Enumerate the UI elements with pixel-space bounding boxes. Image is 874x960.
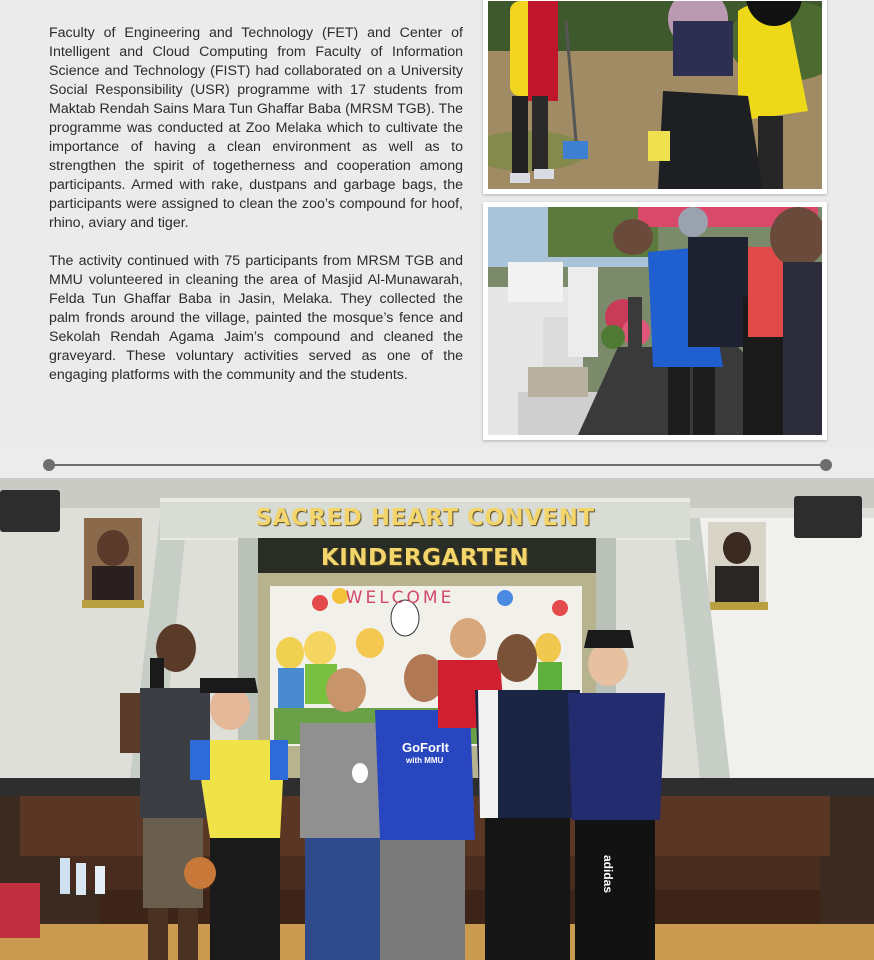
welcome-banner-text: WELCOME bbox=[345, 588, 455, 608]
shirt-print-line2: with MMU bbox=[406, 756, 444, 765]
shirt-print-line1: GoForIt bbox=[402, 740, 449, 755]
divider-dot-left bbox=[43, 459, 55, 471]
section-divider-line bbox=[49, 464, 826, 466]
article-top-section bbox=[0, 0, 874, 448]
zoo-cleanup-photo bbox=[483, 0, 827, 194]
article-paragraph-2: The activity continued with 75 participants from MRSM TGB and MMU volunteered in cleaning the area of Masjid Al-Munawarah, Felda Tun Ghaffar Baba in Jasin, Melaka. They collected the palm fronds around the village, painted the mosque’s fence and Sekolah Rendah Agama Jaim’s compound and cleaned the graveyard. These voluntary activities served as one of the engaging platforms with the community and the students. bbox=[49, 253, 463, 383]
pants-brand-text: adidas bbox=[601, 855, 615, 894]
article-paragraph-1: Faculty of Engineering and Technology (FET) and Center of Intelligent and Cloud Computing from Faculty of Information Science and Technology (FIST) had collaborated on a University Social Responsibility (USR) programme with 17 students from Maktab Rendah Sains Mara Tun Ghaffar Baba (MRSM TGB). The programme was conducted at Zoo Melaka which to cultivate the importance of having a clean environment as well as to strengthen the spirit of togetherness and cooperation among participants. Armed with rake, dustpans and garbage bags, the participants were assigned to clean the zoo’s compound for hoof, rhino, aviary and tiger. bbox=[49, 25, 463, 231]
mosque-cleanup-image bbox=[488, 207, 822, 435]
mosque-cleanup-illustration bbox=[488, 207, 822, 435]
kindergarten-sign: SACRED HEART CONVENT KINDERGARTEN bbox=[255, 505, 595, 571]
mosque-cleanup-photo bbox=[483, 202, 827, 440]
zoo-cleanup-image bbox=[488, 1, 822, 189]
divider-dot-right bbox=[820, 459, 832, 471]
article-text bbox=[49, 24, 463, 404]
zoo-cleanup-illustration bbox=[488, 1, 822, 189]
